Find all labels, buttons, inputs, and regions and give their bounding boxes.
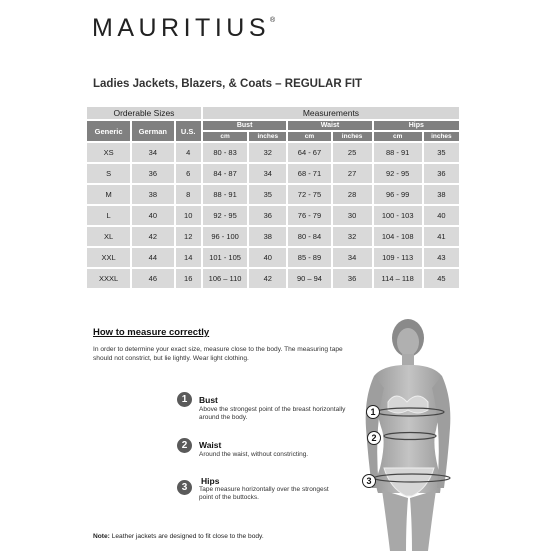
cell-bust-cm: 106 – 110 — [203, 269, 247, 288]
cell-waist-inches: 34 — [333, 248, 372, 267]
table-row — [87, 143, 459, 162]
cell-generic: S — [87, 164, 130, 183]
table-row — [87, 248, 459, 267]
cell-bust-cm: 88 - 91 — [203, 185, 247, 204]
cell-hips-cm: 109 - 113 — [374, 248, 422, 267]
table-row — [87, 185, 459, 204]
cell-german: 46 — [132, 269, 173, 288]
cell-bust-inches: 36 — [249, 206, 286, 225]
header-hips: Hips — [374, 121, 459, 130]
cell-waist-cm: 76 - 79 — [288, 206, 330, 225]
cell-hips-cm: 100 - 103 — [374, 206, 422, 225]
cell-bust-cm: 101 - 105 — [203, 248, 247, 267]
cell-hips-cm: 96 - 99 — [374, 185, 422, 204]
header-waist: Waist — [288, 121, 371, 130]
header-hips-cm: cm — [374, 132, 422, 141]
cell-us: 8 — [176, 185, 201, 204]
cell-waist-cm: 90 – 94 — [288, 269, 330, 288]
header-waist-inches: inches — [333, 132, 372, 141]
cell-generic: XXL — [87, 248, 130, 267]
table-row — [87, 206, 459, 225]
note — [93, 533, 264, 540]
cell-us: 4 — [176, 143, 201, 162]
cell-hips-inches: 41 — [424, 227, 459, 246]
female-silhouette-icon — [352, 318, 472, 551]
cell-hips-inches: 38 — [424, 185, 459, 204]
group-orderable-sizes: Orderable Sizes — [87, 107, 201, 119]
registered-mark: ® — [270, 17, 276, 24]
cell-waist-inches: 32 — [333, 227, 372, 246]
cell-us: 12 — [176, 227, 201, 246]
cell-hips-inches: 43 — [424, 248, 459, 267]
cell-waist-inches: 25 — [333, 143, 372, 162]
group-measurements: Measurements — [203, 107, 459, 119]
step-2-text: Around the waist, without constricting. — [199, 451, 309, 458]
header-us: U.S. — [176, 121, 201, 141]
cell-german: 38 — [132, 185, 173, 204]
size-chart-table — [85, 105, 461, 290]
cell-german: 44 — [132, 248, 173, 267]
cell-bust-inches: 35 — [249, 185, 286, 204]
cell-waist-cm: 85 - 89 — [288, 248, 330, 267]
header-bust-cm: cm — [203, 132, 247, 141]
brand-name: MAURITIUS — [92, 14, 270, 42]
header-generic: Generic — [87, 121, 130, 141]
header-row — [87, 121, 459, 130]
cell-bust-inches: 34 — [249, 164, 286, 183]
cell-hips-cm: 104 - 108 — [374, 227, 422, 246]
cell-bust-inches: 40 — [249, 248, 286, 267]
cell-bust-cm: 84 - 87 — [203, 164, 247, 183]
cell-us: 14 — [176, 248, 201, 267]
cell-waist-cm: 80 - 84 — [288, 227, 330, 246]
cell-hips-cm: 114 – 118 — [374, 269, 422, 288]
cell-generic: L — [87, 206, 130, 225]
step-1-title: Bust — [199, 395, 218, 405]
bust-marker: 1 — [366, 405, 380, 419]
step-1-text: Above the strongest point of the breast horizontally around the body. — [199, 406, 346, 422]
cell-german: 34 — [132, 143, 173, 162]
howto-heading: How to measure correctly — [93, 327, 210, 338]
cell-bust-cm: 96 - 100 — [203, 227, 247, 246]
group-header-row — [87, 107, 459, 119]
header-hips-inches: inches — [424, 132, 459, 141]
cell-german: 40 — [132, 206, 173, 225]
step-3-number: 3 — [177, 480, 192, 495]
cell-waist-cm: 68 - 71 — [288, 164, 330, 183]
step-3-text: Tape measure horizontally over the strongest point of the buttocks. — [199, 486, 329, 502]
cell-waist-inches: 27 — [333, 164, 372, 183]
header-waist-cm: cm — [288, 132, 330, 141]
table-row — [87, 269, 459, 288]
cell-hips-inches: 35 — [424, 143, 459, 162]
note-label: Note: — [93, 533, 110, 540]
cell-generic: XS — [87, 143, 130, 162]
note-text: Leather jackets are designed to fit close to the body. — [109, 533, 264, 540]
cell-german: 42 — [132, 227, 173, 246]
cell-bust-cm: 80 - 83 — [203, 143, 247, 162]
cell-hips-inches: 36 — [424, 164, 459, 183]
cell-us: 6 — [176, 164, 201, 183]
cell-hips-cm: 92 - 95 — [374, 164, 422, 183]
cell-bust-cm: 92 - 95 — [203, 206, 247, 225]
header-bust-inches: inches — [249, 132, 286, 141]
cell-hips-inches: 40 — [424, 206, 459, 225]
cell-bust-inches: 42 — [249, 269, 286, 288]
cell-german: 36 — [132, 164, 173, 183]
cell-bust-inches: 38 — [249, 227, 286, 246]
cell-bust-inches: 32 — [249, 143, 286, 162]
cell-us: 16 — [176, 269, 201, 288]
page-title: Ladies Jackets, Blazers, & Coats – REGULAR FIT — [93, 78, 363, 90]
header-german: German — [132, 121, 173, 141]
cell-waist-cm: 72 - 75 — [288, 185, 330, 204]
step-2-number: 2 — [177, 438, 192, 453]
brand-logo — [92, 14, 275, 43]
cell-generic: XL — [87, 227, 130, 246]
cell-hips-cm: 88 - 91 — [374, 143, 422, 162]
cell-us: 10 — [176, 206, 201, 225]
table-row — [87, 227, 459, 246]
howto-intro: In order to determine your exact size, measure close to the body. The measuring tape should not constrict, but lie lightly. Wear light clothing. — [93, 346, 343, 362]
cell-generic: M — [87, 185, 130, 204]
waist-marker: 2 — [367, 431, 381, 445]
hips-marker: 3 — [362, 474, 376, 488]
cell-waist-inches: 30 — [333, 206, 372, 225]
step-3-title: Hips — [201, 476, 220, 486]
cell-generic: XXXL — [87, 269, 130, 288]
cell-waist-inches: 36 — [333, 269, 372, 288]
step-2-title: Waist — [199, 440, 222, 450]
header-bust: Bust — [203, 121, 286, 130]
cell-waist-cm: 64 - 67 — [288, 143, 330, 162]
cell-hips-inches: 45 — [424, 269, 459, 288]
table-row — [87, 164, 459, 183]
cell-waist-inches: 28 — [333, 185, 372, 204]
step-1-number: 1 — [177, 392, 192, 407]
